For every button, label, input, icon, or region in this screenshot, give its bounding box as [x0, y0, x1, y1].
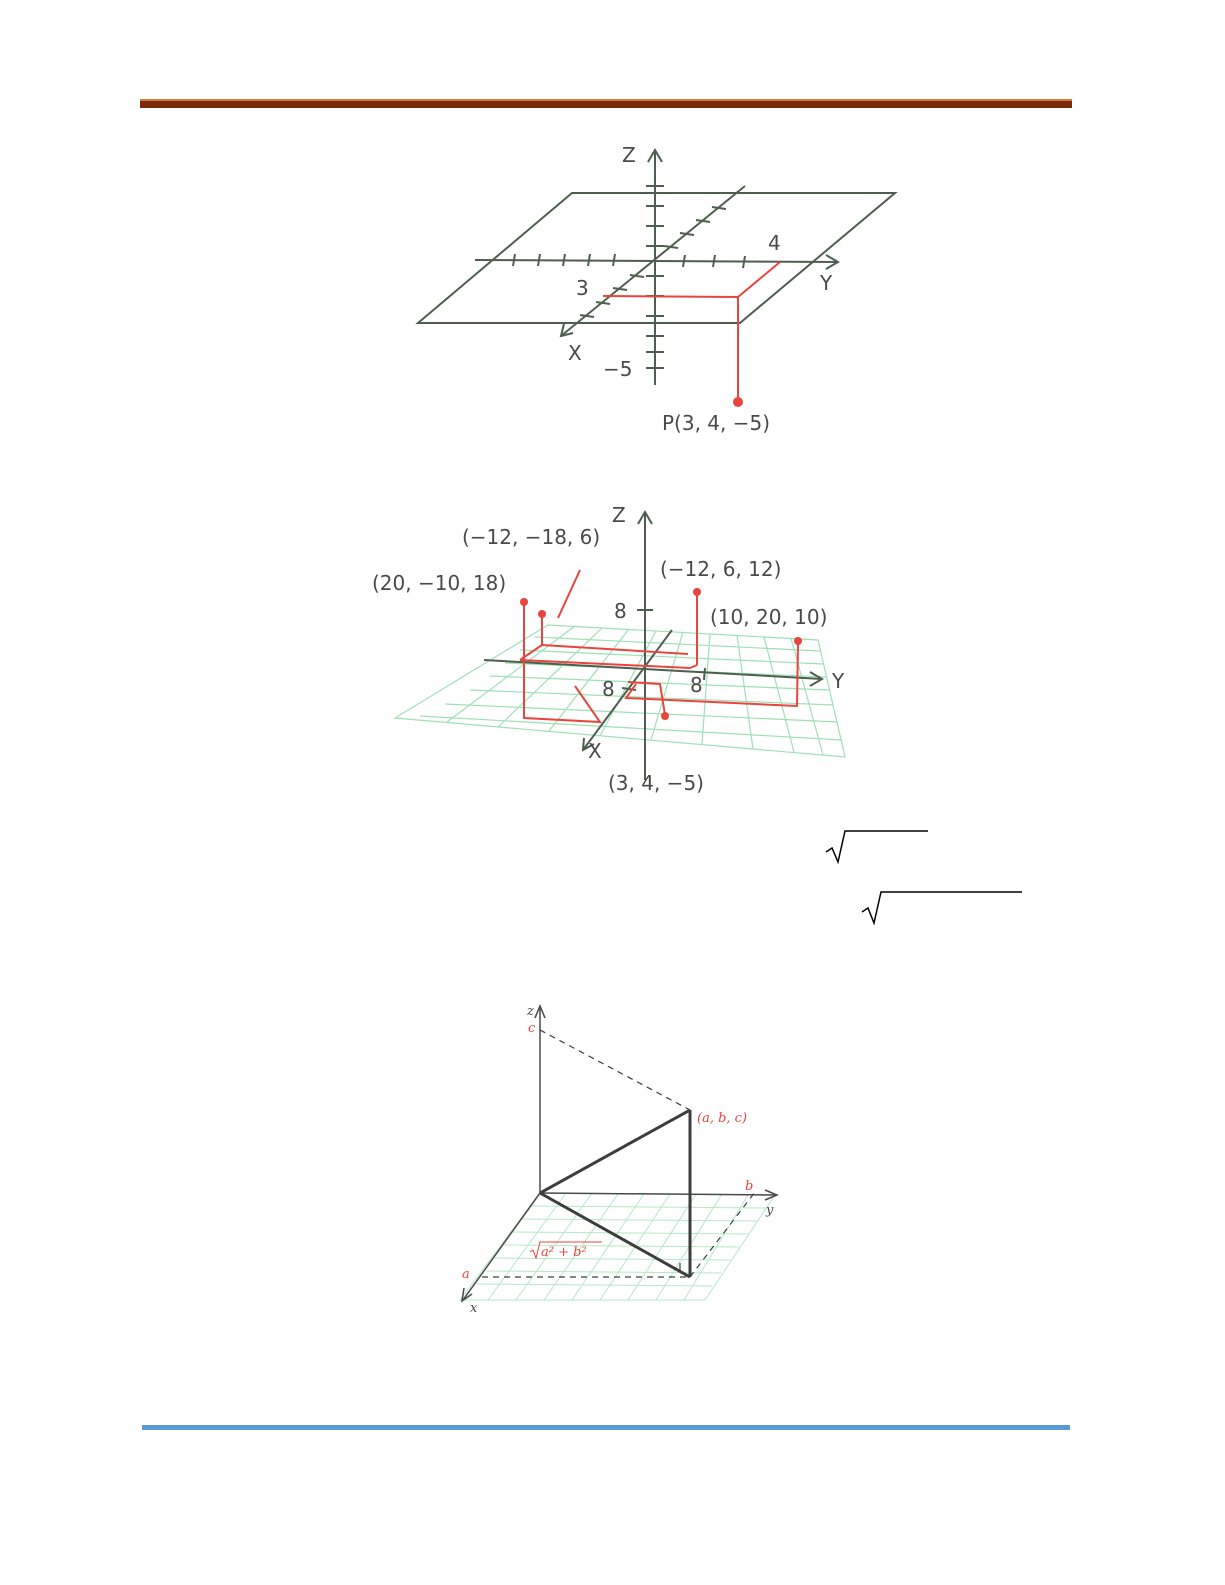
fig3-label-c: c — [528, 1021, 536, 1036]
fig1-y-label: Y — [820, 271, 833, 295]
fig3-x-label: x — [470, 1301, 478, 1316]
fig3-label-b: b — [745, 1179, 754, 1194]
fig2-point-label: (−12, −18, 6) — [462, 525, 601, 549]
y-axis — [540, 1193, 775, 1195]
fig2-tick-y8: 8 — [690, 673, 703, 697]
fig2-z-label: Z — [612, 503, 626, 527]
point-p-dot — [733, 397, 743, 407]
fig2-point-label: (−12, 6, 12) — [660, 557, 782, 581]
radical-sign — [826, 831, 928, 862]
fig1-tick-4: 4 — [768, 231, 781, 255]
fig2-point-label: (20, −10, 18) — [372, 571, 507, 595]
fig2-tick-z8: 8 — [614, 599, 627, 623]
fig2-x-label: X — [588, 739, 602, 763]
fig1-z-label: Z — [622, 143, 636, 167]
fig1-x-label: X — [568, 341, 582, 365]
fig3-diag-label: a² + b² — [541, 1245, 587, 1260]
figure-1-point-p — [418, 150, 895, 385]
figure-3-axes — [462, 1006, 777, 1301]
fig2-point-label: (10, 20, 10) — [710, 605, 828, 629]
fig2-tick-x8: 8 — [602, 677, 615, 701]
fig3-label-a: a — [462, 1267, 470, 1282]
fig3-y-label: y — [766, 1203, 774, 1218]
fig2-point-label: (3, 4, −5) — [608, 771, 704, 795]
fig3-z-label: z — [527, 1004, 534, 1019]
figure-3-grid — [460, 1193, 775, 1300]
footer-rule — [142, 1425, 1070, 1430]
fig2-y-label: Y — [832, 669, 845, 693]
figure-2-grid — [395, 625, 845, 757]
fig1-tick-neg5: −5 — [603, 357, 633, 381]
fig1-point-label: P(3, 4, −5) — [662, 411, 771, 435]
fig1-tick-3: 3 — [576, 276, 589, 300]
radical-sign — [862, 892, 1022, 923]
figure-3-dashed — [482, 1030, 755, 1277]
fig3-point-label: (a, b, c) — [697, 1111, 748, 1126]
y-axis — [475, 260, 838, 262]
